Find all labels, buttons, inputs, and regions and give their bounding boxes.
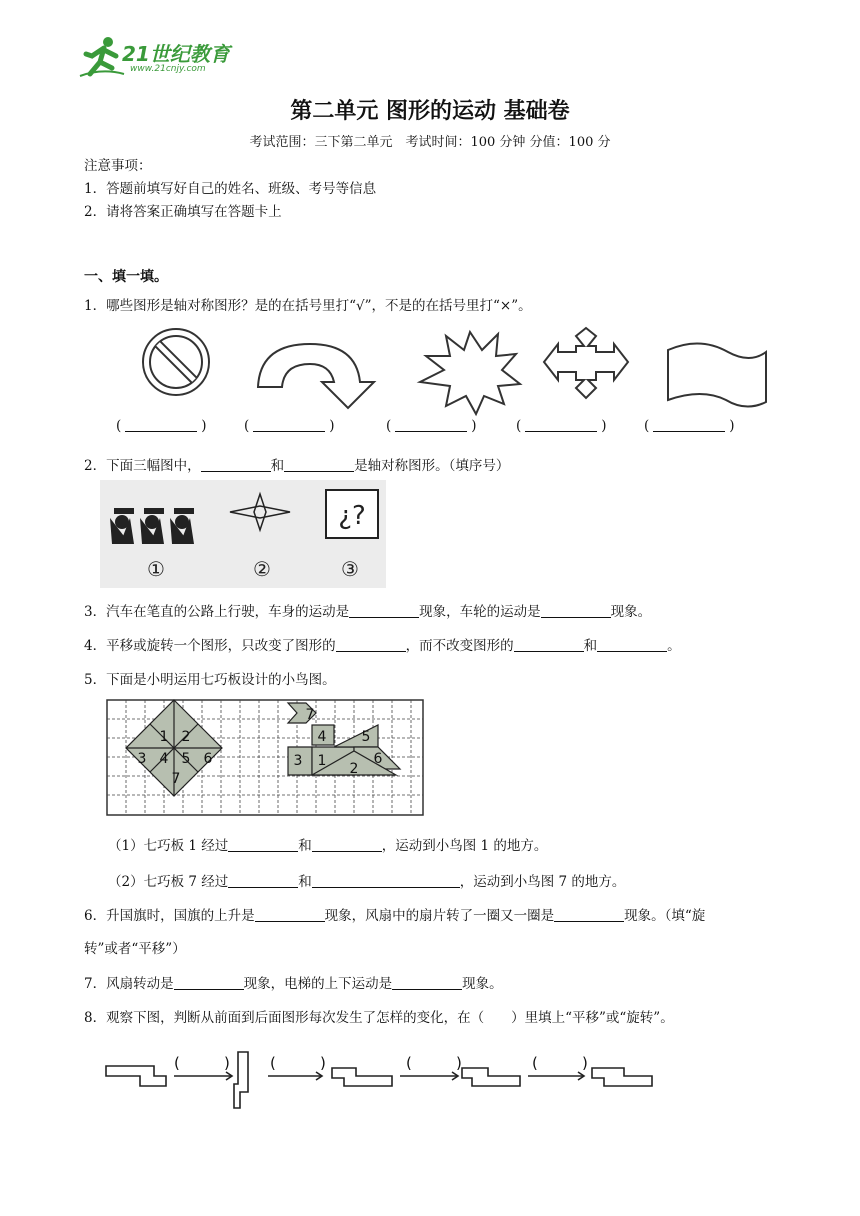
svg-text:¿?: ¿? [338, 501, 366, 531]
figure-label: ① [147, 557, 165, 581]
svg-text:1: 1 [317, 753, 327, 769]
arrow-2 [268, 1072, 322, 1080]
q2-image [100, 480, 386, 588]
question-2: 2．下面三幅图中， 和 是轴对称图形。（填序号） [84, 458, 510, 474]
no-sign-figure [143, 329, 209, 395]
tangram-grid-figure [106, 699, 424, 817]
svg-text:6: 6 [373, 751, 383, 767]
svg-text:3: 3 [293, 753, 303, 769]
question-3: 3．汽车在笔直的公路上行驶，车身的运动是 现象，车轮的运动是 现象。 [84, 604, 652, 620]
note-item: 2．请将答案正确填写在答题卡上 [84, 204, 282, 220]
runner-logo-icon [78, 34, 126, 78]
answer-paren: ) [224, 1054, 230, 1072]
svg-text:6: 6 [203, 751, 213, 767]
svg-text:1: 1 [159, 729, 169, 745]
logo-url: www.21cnjy.com [130, 64, 206, 74]
figure-label: ② [253, 557, 271, 581]
section-heading: 一、填一填。 [84, 269, 168, 285]
exam-info: 考试范围：三下第二单元 考试时间：100 分钟 分值：100 分 [249, 135, 611, 150]
answer-blank[interactable] [255, 907, 325, 922]
answer-paren: ( [532, 1054, 538, 1072]
answer-paren: ( [174, 1054, 180, 1072]
svg-text:4: 4 [317, 729, 327, 745]
answer-blank[interactable] [541, 603, 611, 618]
answer-blank[interactable] [336, 637, 406, 652]
question-6: 6．升国旗时，国旗的上升是 现象，风扇中的扇片转了一圈又一圈是 现象。（填“旋 [84, 908, 706, 924]
logo-brand: 21世纪教育 [122, 42, 230, 66]
answer-paren: ) [582, 1054, 588, 1072]
figure-3 [326, 490, 378, 538]
svg-text:5: 5 [361, 729, 371, 745]
svg-text:4: 4 [159, 751, 169, 767]
answer-blank[interactable] [392, 975, 462, 990]
arrow-1 [174, 1072, 232, 1080]
four-arrow-cross-figure [544, 328, 628, 398]
answer-paren: ( [406, 1054, 412, 1072]
page-title: 第二单元 图形的运动 基础卷 [290, 99, 570, 124]
svg-text:2: 2 [181, 729, 191, 745]
svg-text:7: 7 [305, 707, 315, 723]
answer-paren[interactable]: ( ) [116, 418, 207, 434]
starburst-figure [420, 332, 520, 414]
answer-paren: ( [270, 1054, 276, 1072]
question-5: 5．下面是小明运用七巧板设计的小鸟图。 [84, 672, 336, 688]
shape-4 [462, 1068, 520, 1086]
answer-paren[interactable]: ( ) [386, 418, 477, 434]
answer-blank[interactable] [228, 837, 298, 852]
answer-blank[interactable] [514, 637, 584, 652]
answer-paren[interactable]: ( ) [244, 418, 335, 434]
answer-paren[interactable]: ( ) [644, 418, 735, 434]
answer-blank[interactable] [349, 603, 419, 618]
figure-1 [110, 508, 194, 544]
answer-blank[interactable] [228, 873, 298, 888]
q1-figures [120, 322, 780, 417]
note-item: 1．答题前填写好自己的姓名、班级、考号等信息 [84, 181, 377, 197]
question-5-1: （1）七巧板 1 经过 和 ，运动到小鸟图 1 的地方。 [108, 838, 548, 854]
shape-1 [106, 1066, 166, 1086]
svg-text:5: 5 [181, 751, 191, 767]
svg-text:3: 3 [137, 751, 147, 767]
question-7: 7．风扇转动是 现象，电梯的上下运动是 现象。 [84, 976, 503, 992]
arrow-3 [400, 1072, 458, 1080]
answer-blank[interactable] [174, 975, 244, 990]
answer-blank[interactable] [284, 457, 354, 472]
figure-label: ③ [341, 557, 359, 581]
answer-paren: ) [456, 1054, 462, 1072]
shape-3 [332, 1068, 392, 1086]
answer-blank[interactable] [312, 873, 460, 888]
question-5-2: （2）七巧板 7 经过 和 ，运动到小鸟图 7 的地方。 [108, 874, 626, 890]
answer-blank[interactable] [312, 837, 382, 852]
answer-blank[interactable] [597, 637, 667, 652]
question-6-cont: 转”或者“平移”） [84, 941, 186, 957]
answer-paren[interactable]: ( ) [516, 418, 607, 434]
answer-paren: ) [320, 1054, 326, 1072]
answer-blank[interactable] [201, 457, 271, 472]
shape-2 [234, 1052, 248, 1108]
notes-heading: 注意事项： [84, 158, 152, 174]
answer-blank[interactable] [554, 907, 624, 922]
shape-5 [592, 1068, 652, 1086]
arrow-4 [528, 1072, 584, 1080]
question-4: 4．平移或旋转一个图形，只改变了图形的 ，而不改变图形的 和 。 [84, 638, 681, 654]
svg-text:7: 7 [171, 771, 181, 787]
svg-text:2: 2 [349, 761, 359, 777]
curved-arrow-figure [258, 344, 374, 408]
logo [78, 34, 248, 80]
question-1: 1．哪些图形是轴对称图形？是的在括号里打“√”，不是的在括号里打“×”。 [84, 298, 532, 314]
q8-sequence-figure [100, 1046, 660, 1112]
wavy-flag-figure [668, 343, 766, 406]
question-8: 8．观察下图，判断从前面到后面图形每次发生了怎样的变化，在（ ）里填上“平移”或“旋转”。 [84, 1010, 674, 1026]
